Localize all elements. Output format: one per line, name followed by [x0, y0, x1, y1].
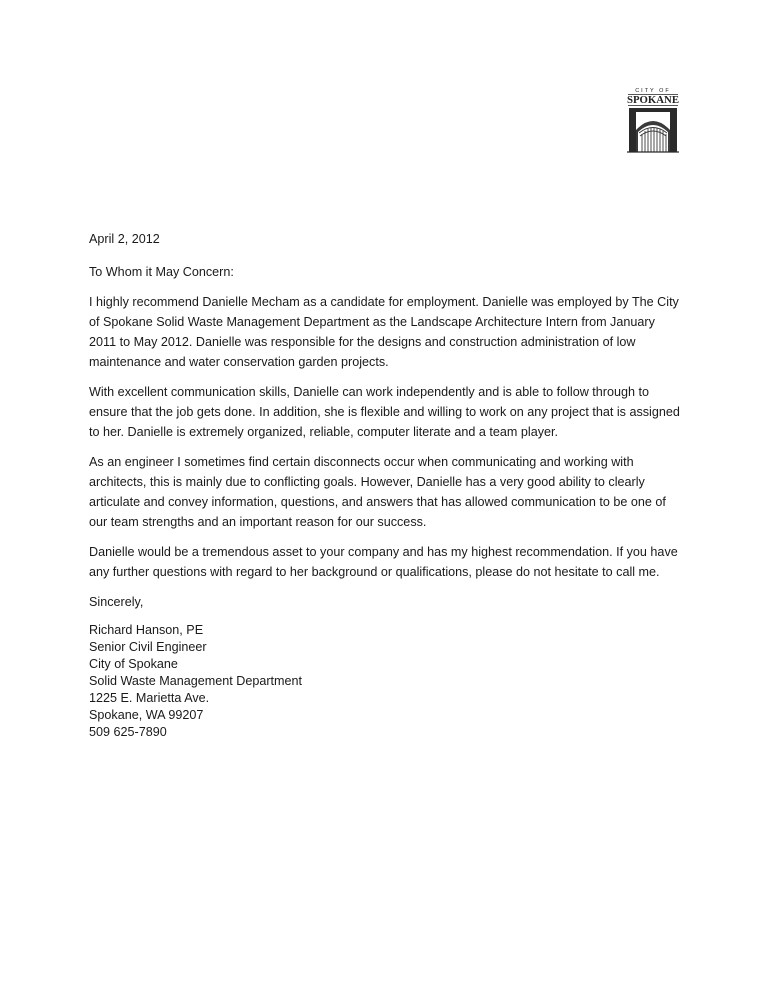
letter-body: [89, 229, 684, 741]
signer-organization: City of Spokane: [89, 657, 178, 671]
paragraph-conclusion: Danielle would be a tremendous asset to your company and has my highest recommendation. If you have any further questions with regard to her background or qualifications, please do not hesitate to call me.: [89, 545, 678, 579]
letter-closing: Sincerely,: [89, 595, 144, 609]
logo-name-text: SPOKANE: [627, 95, 679, 106]
city-of-spokane-logo: [624, 86, 682, 154]
paragraph-skills: With excellent communication skills, Danielle can work independently and is able to follow through to ensure that the job gets done. In addition, she is flexible and willing to work on any project that is assigned to her. Danielle is extremely organized, reliable, computer literate and a team player.: [89, 385, 680, 439]
signer-address: 1225 E. Marietta Ave.: [89, 691, 210, 705]
logo-city-of-text: CITY OF: [635, 88, 671, 94]
signer-title: Senior Civil Engineer: [89, 640, 207, 654]
signer-department: Solid Waste Management Department: [89, 674, 303, 688]
signer-phone: 509 625-7890: [89, 725, 167, 739]
paragraph-communication: As an engineer I sometimes find certain disconnects occur when communicating and working with architects, this is mainly due to conflicting goals. However, Danielle has a very good ability to clearly articulate and convey information, questions, and answers that has allowed communication to be one of our team strengths and an important reason for our success.: [89, 455, 666, 529]
paragraph-recommendation: I highly recommend Danielle Mecham as a candidate for employment. Danielle was employed by The City of Spokane Solid Waste Management Department as the Landscape Architecture Intern from January 2011 to May 2012. Danielle was responsible for the designs and construction administration of low maintenance and water conservation garden projects.: [89, 295, 679, 369]
letter-salutation: To Whom it May Concern:: [89, 265, 234, 279]
signature-block: [89, 622, 684, 741]
signer-city-state-zip: Spokane, WA 99207: [89, 708, 204, 722]
letter-date: April 2, 2012: [89, 232, 160, 246]
signer-name: Richard Hanson, PE: [89, 623, 204, 637]
